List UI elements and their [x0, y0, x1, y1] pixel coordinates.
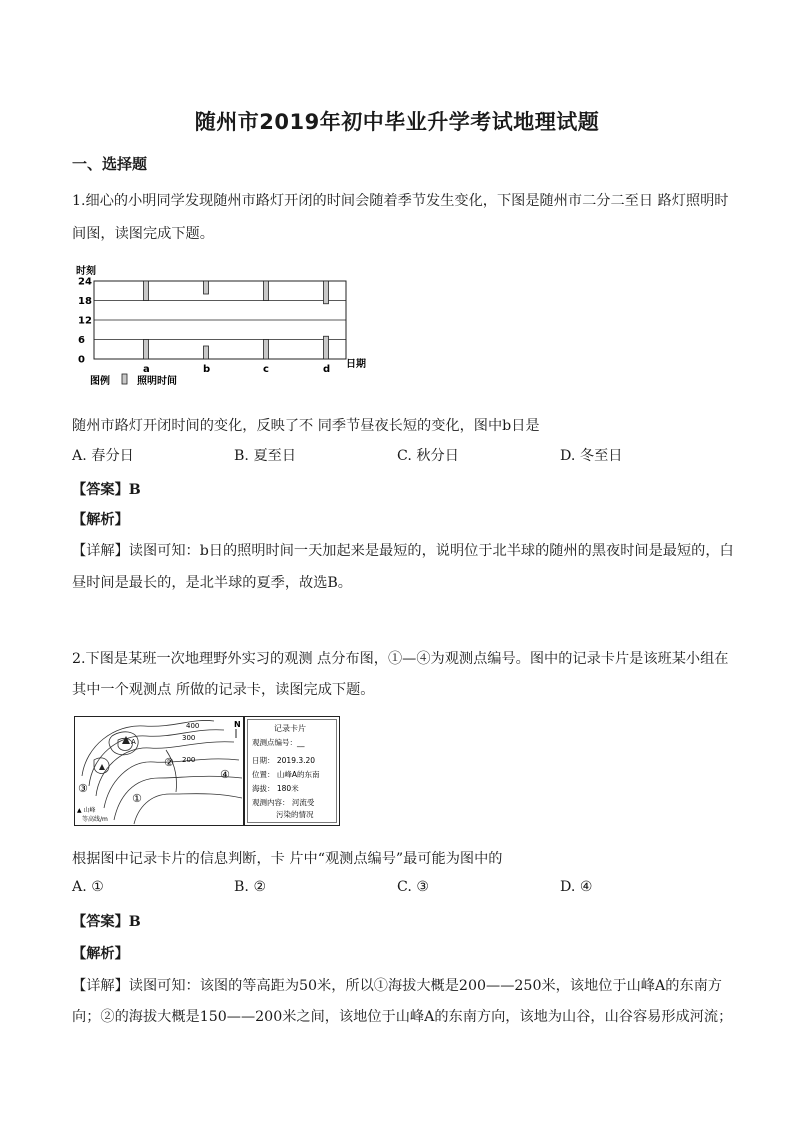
q2-analysis-label: 【解析】: [72, 946, 129, 962]
chart-legend-swatch: [122, 374, 127, 384]
q2-answer-value: B: [128, 914, 141, 930]
q1-option-d[interactable]: D. 冬至日: [560, 448, 623, 464]
bar-d-morning: [324, 336, 329, 359]
q2-question: 根据图中记录卡片的信息判断，卡 片中“观测点编号”最可能为图中的: [72, 851, 503, 867]
q1-analysis-label: 【解析】: [72, 512, 129, 528]
bar-c-morning: [264, 340, 269, 360]
q2-answer: [72, 911, 141, 931]
card-row-5: 观测内容： 河流受: [252, 798, 315, 807]
q1-stem-line2: 间图，读图完成下题。: [72, 226, 214, 242]
card-row-4: 海拔： 180米: [252, 784, 299, 793]
point-4: ④: [220, 768, 230, 781]
map-legend-peak: ▲ 山峰: [77, 807, 96, 814]
q1-question: 随州市路灯开闭时间的变化，反映了不 同季节昼夜长短的变化，图中b日是: [72, 418, 540, 434]
point-2: ②: [164, 756, 174, 769]
card-row-6: 污染的情况: [276, 810, 314, 819]
lighting-time-chart: [74, 262, 374, 387]
q1-detail-line2: 昼时间是最长的，是北半球的夏季，故选B。: [72, 575, 352, 591]
y-tick-label: 0: [78, 354, 85, 366]
q1-option-c[interactable]: C. 秋分日: [397, 448, 459, 464]
point-1: ①: [132, 792, 142, 805]
q2-option-a[interactable]: A. ①: [72, 879, 104, 895]
y-tick-label: 24: [78, 276, 92, 288]
observation-map: [74, 716, 244, 826]
q2-stem-line2: 其中一个观测点 所做的记录卡，读图完成下题。: [72, 682, 375, 698]
card-row-2: 日期： 2019.3.20: [252, 756, 316, 765]
chart-ylabel: 时刻: [76, 266, 96, 277]
q2-option-b[interactable]: B. ②: [234, 879, 267, 895]
record-card: [244, 716, 340, 826]
q1-answer-label: 【答案】: [72, 482, 129, 498]
q2-answer-label: 【答案】: [72, 914, 129, 930]
map-legend-contour: 等高线/m: [82, 816, 108, 823]
y-tick-label: 18: [78, 296, 92, 307]
contour-label-400: 400: [186, 722, 200, 730]
card-title: 记录卡片: [274, 724, 306, 733]
bar-b-evening: [204, 281, 209, 294]
x-tick-label: a: [143, 364, 150, 375]
north-arrow-icon: N: [234, 720, 241, 729]
contour-label-300: 300: [182, 734, 196, 742]
x-tick-label: d: [323, 364, 331, 375]
chart-xlabel: 日期: [346, 359, 366, 370]
bar-a-evening: [144, 281, 149, 301]
bar-c-evening: [264, 281, 269, 301]
x-tick-label: b: [203, 364, 211, 375]
section-heading: 一、选择题: [72, 155, 148, 173]
q1-stem-line1: 1.细心的小明同学发现随州市路灯开闭的时间会随着季节发生变化，下图是随州市二分二至日 路灯照明时: [72, 193, 729, 209]
bar-a-morning: [144, 340, 149, 360]
card-row-3: 位置： 山峰A的东南: [252, 770, 320, 779]
q1-option-a[interactable]: A. 春分日: [72, 448, 134, 464]
q2-option-c[interactable]: C. ③: [397, 879, 430, 895]
chart-legend-item: 照明时间: [137, 376, 177, 387]
x-tick-label: c: [263, 364, 269, 375]
q1-answer-value: B: [128, 482, 141, 498]
y-tick-label: 12: [78, 315, 92, 327]
bar-b-morning: [204, 346, 209, 359]
q1-detail-line1: 【详解】读图可知：b日的照明时间一天加起来是最短的，说明位于北半球的随州的黑夜时间是最短的，白: [72, 543, 734, 559]
q2-detail-line1: 【详解】读图可知：该图的等高距为50米，所以①海拔大概是200——250米，该地位于山峰A的东南方: [72, 978, 722, 994]
contour-label-200: 200: [182, 756, 196, 764]
card-row-1: 观测点编号：__: [252, 738, 305, 747]
q1-answer: [72, 479, 141, 499]
peak-label: A: [131, 738, 136, 746]
bar-d-evening: [324, 281, 329, 304]
y-tick-label: 6: [78, 335, 85, 346]
q2-detail-line2: 向；②的海拔大概是150——200米之间，该地位于山峰A的东南方向，该地为山谷，山谷容易形成河流；: [72, 1009, 733, 1025]
chart-legend-label: 图例: [90, 376, 110, 387]
q2-option-d[interactable]: D. ④: [560, 879, 593, 895]
q1-option-b[interactable]: B. 夏至日: [234, 448, 297, 464]
page-title: 随州市2019年初中毕业升学考试地理试题: [194, 110, 600, 134]
point-3: ③: [78, 782, 88, 795]
q2-stem-line1: 2.下图是某班一次地理野外实习的观测 点分布图，①—④为观测点编号。图中的记录卡片是该班某小组在: [72, 651, 729, 667]
